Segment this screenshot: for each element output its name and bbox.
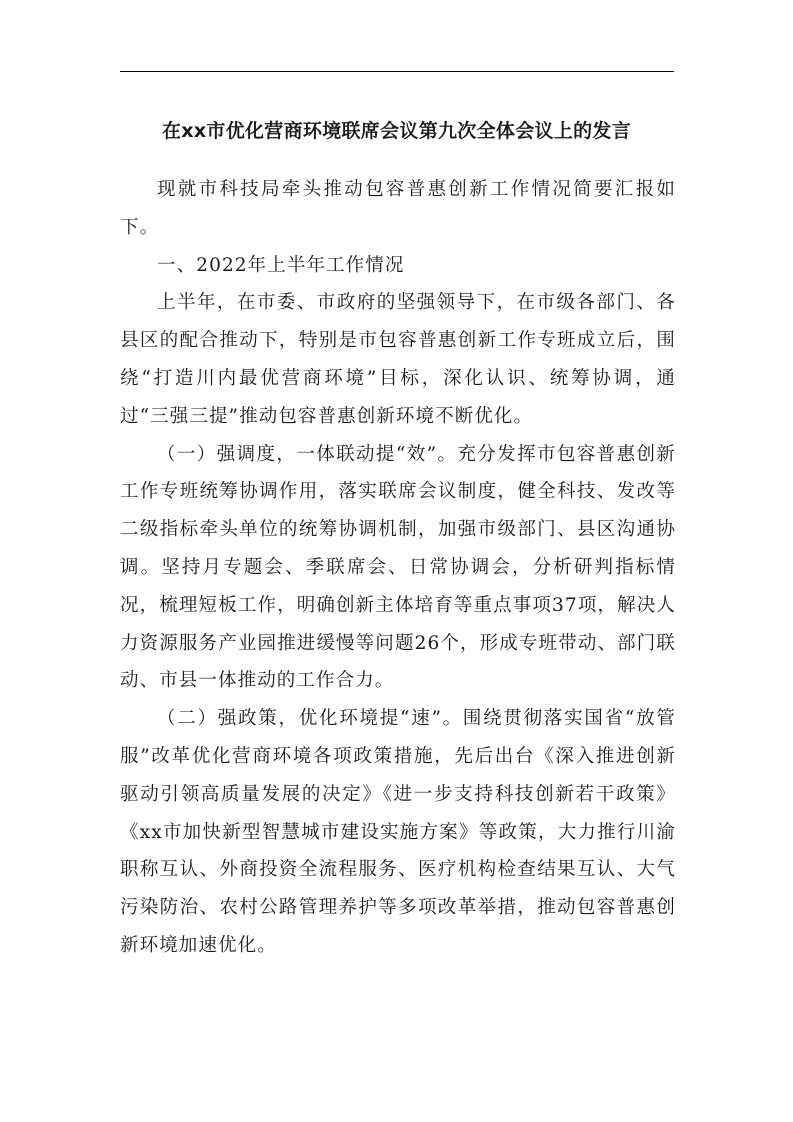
paragraph-overview: 上半年，在市委、市政府的坚强领导下，在市级各部门、各县区的配合推动下，特别是市包容普惠创新工作专班成立后，围绕“打造川内最优营商环境”目标，深化认识、统筹协调，通过“三强三提”推动包容普惠创新环境不断优化。 <box>120 292 676 427</box>
document-title: 在xx市优化营商环境联席会议第九次全体会议上的发言 <box>161 120 631 142</box>
paragraph-point-1: （一）强调度，一体联动提“效”。充分发挥市包容普惠创新工作专班统筹协调作用，落实联席会议制度，健全科技、发改等二级指标牵头单位的统筹协调机制，加强市级部门、县区沟通协调。坚持月专题会、季联席会、日常协调会，分析研判指标情况，梳理短板工作，明确创新主体培育等重点事项37项，解决人力资源服务产业园推进缓慢等问题26个，形成专班带动、部门联动、市县一体推动的工作合力。 <box>120 443 676 692</box>
document-body <box>120 171 676 965</box>
paragraph-point-2: （二）强政策，优化环境提“速”。围绕贯彻落实国省“放管服”改革优化营商环境各项政策措施，先后出台《深入推进创新驱动引领高质量发展的决定》《进一步支持科技创新若干政策》《xx市加快新型智慧城市建设实施方案》等政策，大力推行川渝职称互认、外商投资全流程服务、医疗机构检查结果互认、大气污染防治、农村公路管理养护等多项改革举措，推动包容普惠创新环境加速优化。 <box>120 708 676 956</box>
paragraph-intro: 现就市科技局牵头推动包容普惠创新工作情况简要汇报如下。 <box>120 179 676 238</box>
section-heading: 一、2022年上半年工作情况 <box>157 254 405 276</box>
header-rule <box>120 71 674 72</box>
